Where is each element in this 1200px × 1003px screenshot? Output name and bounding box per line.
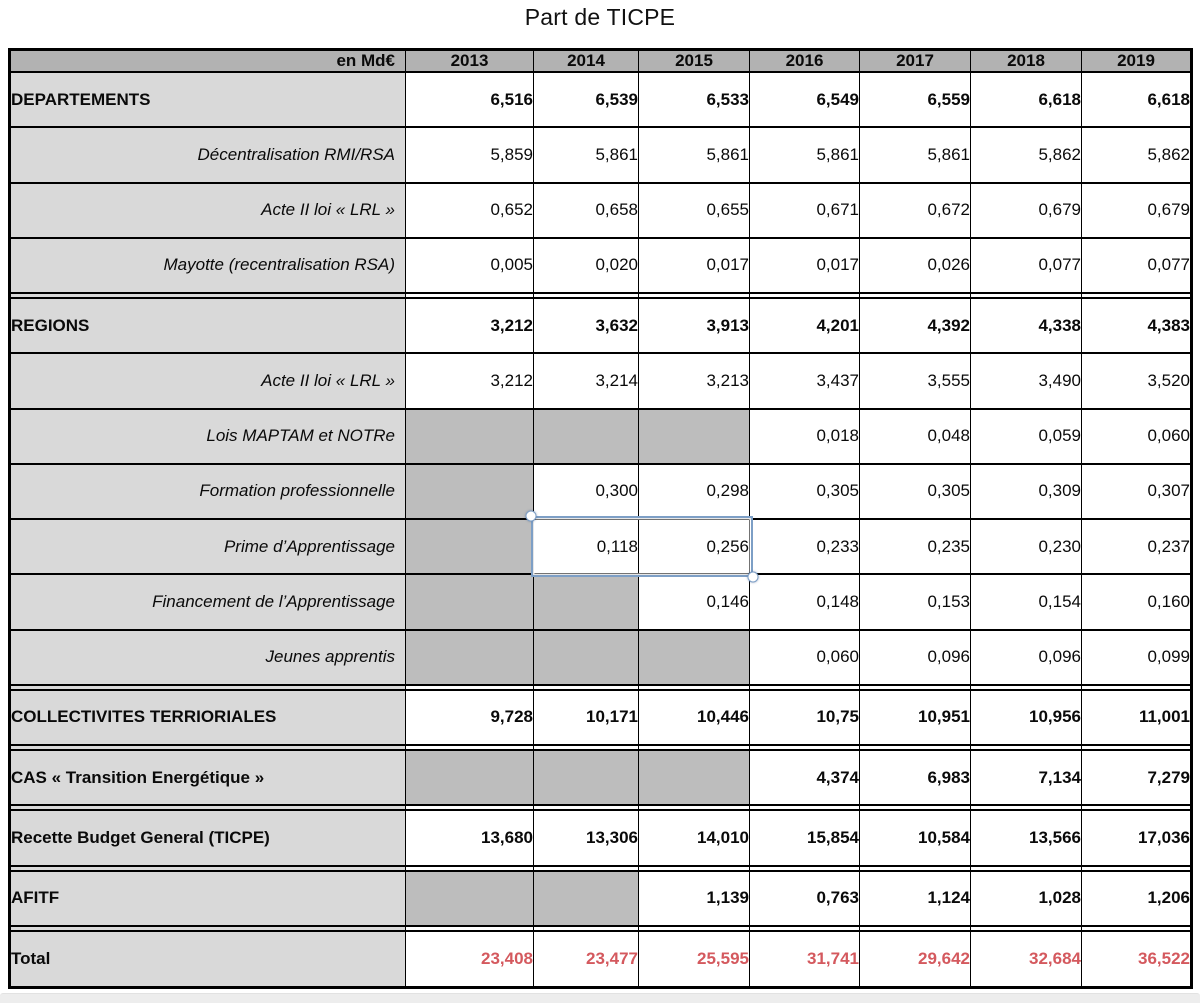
value-cell[interactable]: 32,684 <box>971 931 1082 988</box>
value-cell[interactable]: 0,300 <box>534 464 639 519</box>
value-cell[interactable]: 0,154 <box>971 574 1082 629</box>
unit-header-cell[interactable]: en Md€ <box>10 50 406 73</box>
disabled-cell[interactable] <box>534 630 639 685</box>
disabled-cell[interactable] <box>534 409 639 464</box>
row-label-cell[interactable]: Financement de l’Apprentissage <box>10 574 406 629</box>
table-row <box>10 238 1192 293</box>
year-header-cell[interactable]: 2016 <box>750 50 860 73</box>
year-header-cell[interactable]: 2013 <box>406 50 534 73</box>
value-cell[interactable]: 0,017 <box>750 238 860 293</box>
value-cell[interactable]: 3,490 <box>971 353 1082 408</box>
row-label-cell[interactable]: Acte II loi « LRL » <box>10 183 406 238</box>
value-cell[interactable]: 6,516 <box>406 72 534 127</box>
value-cell[interactable]: 0,060 <box>1082 409 1192 464</box>
value-cell[interactable]: 10,584 <box>860 810 971 865</box>
value-cell[interactable]: 0,020 <box>534 238 639 293</box>
value-cell[interactable]: 3,214 <box>534 353 639 408</box>
disabled-cell[interactable] <box>406 574 534 629</box>
value-cell[interactable]: 5,861 <box>860 127 971 182</box>
value-cell[interactable]: 1,028 <box>971 871 1082 926</box>
table-row <box>10 630 1192 685</box>
row-label-cell[interactable]: Acte II loi « LRL » <box>10 353 406 408</box>
value-cell[interactable]: 0,096 <box>971 630 1082 685</box>
value-cell[interactable]: 0,017 <box>639 238 750 293</box>
value-cell[interactable]: 1,139 <box>639 871 750 926</box>
value-cell[interactable]: 0,298 <box>639 464 750 519</box>
value-cell[interactable]: 13,566 <box>971 810 1082 865</box>
table-container <box>8 48 1193 989</box>
table-row <box>10 810 1192 865</box>
table-row <box>10 183 1192 238</box>
value-cell[interactable]: 1,206 <box>1082 871 1192 926</box>
value-cell[interactable]: 0,256 <box>639 519 750 574</box>
value-cell[interactable]: 13,306 <box>534 810 639 865</box>
row-label-cell[interactable]: Recette Budget General (TICPE) <box>10 810 406 865</box>
value-cell[interactable]: 31,741 <box>750 931 860 988</box>
value-cell[interactable]: 0,305 <box>750 464 860 519</box>
row-label-cell[interactable]: AFITF <box>10 871 406 926</box>
value-cell[interactable]: 0,077 <box>1082 238 1192 293</box>
row-label-cell[interactable]: Mayotte (recentralisation RSA) <box>10 238 406 293</box>
row-label-cell[interactable]: CAS « Transition Energétique » <box>10 750 406 805</box>
value-cell[interactable]: 0,099 <box>1082 630 1192 685</box>
value-cell[interactable]: 1,124 <box>860 871 971 926</box>
year-header-cell[interactable]: 2015 <box>639 50 750 73</box>
table-row <box>10 127 1192 182</box>
value-cell[interactable]: 0,077 <box>971 238 1082 293</box>
value-cell[interactable]: 4,392 <box>860 298 971 353</box>
year-header-cell[interactable]: 2014 <box>534 50 639 73</box>
value-cell[interactable]: 3,913 <box>639 298 750 353</box>
value-cell[interactable]: 3,212 <box>406 353 534 408</box>
header-row <box>10 50 1192 73</box>
value-cell[interactable]: 7,279 <box>1082 750 1192 805</box>
value-cell[interactable]: 0,153 <box>860 574 971 629</box>
value-cell[interactable]: 0,146 <box>639 574 750 629</box>
table-row <box>10 690 1192 745</box>
value-cell[interactable]: 6,549 <box>750 72 860 127</box>
table-row <box>10 750 1192 805</box>
disabled-cell[interactable] <box>534 871 639 926</box>
value-cell[interactable]: 0,018 <box>750 409 860 464</box>
table-row <box>10 464 1192 519</box>
value-cell[interactable]: 14,010 <box>639 810 750 865</box>
value-cell[interactable]: 0,671 <box>750 183 860 238</box>
row-label-cell[interactable]: REGIONS <box>10 298 406 353</box>
value-cell[interactable]: 4,383 <box>1082 298 1192 353</box>
table-row <box>10 353 1192 408</box>
table-row <box>10 931 1192 988</box>
value-cell[interactable]: 25,595 <box>639 931 750 988</box>
value-cell[interactable]: 4,338 <box>971 298 1082 353</box>
year-header-cell[interactable]: 2017 <box>860 50 971 73</box>
table-row <box>10 574 1192 629</box>
value-cell[interactable]: 0,237 <box>1082 519 1192 574</box>
value-cell[interactable]: 0,655 <box>639 183 750 238</box>
row-label-cell[interactable]: Jeunes apprentis <box>10 630 406 685</box>
disabled-cell[interactable] <box>406 464 534 519</box>
value-cell[interactable]: 5,861 <box>639 127 750 182</box>
disabled-cell[interactable] <box>406 519 534 574</box>
disabled-cell[interactable] <box>639 409 750 464</box>
value-cell[interactable]: 36,522 <box>1082 931 1192 988</box>
value-cell[interactable]: 0,305 <box>860 464 971 519</box>
value-cell[interactable]: 4,374 <box>750 750 860 805</box>
value-cell[interactable]: 5,862 <box>971 127 1082 182</box>
value-cell[interactable]: 0,059 <box>971 409 1082 464</box>
value-cell[interactable]: 3,632 <box>534 298 639 353</box>
value-cell[interactable]: 23,408 <box>406 931 534 988</box>
value-cell[interactable]: 0,763 <box>750 871 860 926</box>
row-label-cell[interactable]: Décentralisation RMI/RSA <box>10 127 406 182</box>
value-cell[interactable]: 15,854 <box>750 810 860 865</box>
value-cell[interactable]: 0,235 <box>860 519 971 574</box>
row-label-cell[interactable]: Lois MAPTAM et NOTRe <box>10 409 406 464</box>
value-cell[interactable]: 6,618 <box>1082 72 1192 127</box>
value-cell[interactable]: 0,096 <box>860 630 971 685</box>
value-cell[interactable]: 3,555 <box>860 353 971 408</box>
disabled-cell[interactable] <box>639 630 750 685</box>
value-cell[interactable]: 3,213 <box>639 353 750 408</box>
table-row <box>10 409 1192 464</box>
value-cell[interactable]: 5,859 <box>406 127 534 182</box>
value-cell[interactable]: 10,446 <box>639 690 750 745</box>
year-header-cell[interactable]: 2018 <box>971 50 1082 73</box>
disabled-cell[interactable] <box>534 750 639 805</box>
value-cell[interactable]: 6,533 <box>639 72 750 127</box>
value-cell[interactable]: 6,983 <box>860 750 971 805</box>
value-cell[interactable]: 9,728 <box>406 690 534 745</box>
value-cell[interactable]: 3,437 <box>750 353 860 408</box>
row-label-cell[interactable]: Prime d’Apprentissage <box>10 519 406 574</box>
value-cell[interactable]: 10,951 <box>860 690 971 745</box>
value-cell[interactable]: 3,520 <box>1082 353 1192 408</box>
value-cell[interactable]: 13,680 <box>406 810 534 865</box>
value-cell[interactable]: 7,134 <box>971 750 1082 805</box>
table-row <box>10 519 1192 574</box>
year-header-cell[interactable]: 2019 <box>1082 50 1192 73</box>
value-cell[interactable]: 0,060 <box>750 630 860 685</box>
value-cell[interactable]: 6,539 <box>534 72 639 127</box>
value-cell[interactable]: 11,001 <box>1082 690 1192 745</box>
disabled-cell[interactable] <box>406 750 534 805</box>
row-label-cell[interactable]: Total <box>10 931 406 988</box>
value-cell[interactable]: 4,201 <box>750 298 860 353</box>
value-cell[interactable]: 23,477 <box>534 931 639 988</box>
value-cell[interactable]: 10,171 <box>534 690 639 745</box>
value-cell[interactable]: 10,956 <box>971 690 1082 745</box>
table-row <box>10 72 1192 127</box>
disabled-cell[interactable] <box>406 409 534 464</box>
value-cell[interactable]: 0,118 <box>534 519 639 574</box>
ticpe-table <box>8 48 1193 989</box>
row-label-cell[interactable]: DEPARTEMENTS <box>10 72 406 127</box>
window-bottom-edge <box>0 993 1200 1003</box>
value-cell[interactable]: 29,642 <box>860 931 971 988</box>
value-cell[interactable]: 5,862 <box>1082 127 1192 182</box>
value-cell[interactable]: 10,75 <box>750 690 860 745</box>
row-label-cell[interactable]: COLLECTIVITES TERRIORIALES <box>10 690 406 745</box>
value-cell[interactable]: 0,309 <box>971 464 1082 519</box>
disabled-cell[interactable] <box>534 574 639 629</box>
disabled-cell[interactable] <box>406 630 534 685</box>
value-cell[interactable]: 0,658 <box>534 183 639 238</box>
value-cell[interactable]: 0,026 <box>860 238 971 293</box>
value-cell[interactable]: 0,233 <box>750 519 860 574</box>
value-cell[interactable]: 5,861 <box>750 127 860 182</box>
value-cell[interactable]: 0,672 <box>860 183 971 238</box>
page-title: Part de TICPE <box>524 4 676 30</box>
value-cell[interactable]: 5,861 <box>534 127 639 182</box>
value-cell[interactable]: 0,148 <box>750 574 860 629</box>
value-cell[interactable]: 6,559 <box>860 72 971 127</box>
value-cell[interactable]: 6,618 <box>971 72 1082 127</box>
value-cell[interactable]: 0,048 <box>860 409 971 464</box>
value-cell[interactable]: 0,307 <box>1082 464 1192 519</box>
value-cell[interactable]: 17,036 <box>1082 810 1192 865</box>
value-cell[interactable]: 0,679 <box>971 183 1082 238</box>
table-row <box>10 871 1192 926</box>
value-cell[interactable]: 3,212 <box>406 298 534 353</box>
disabled-cell[interactable] <box>639 750 750 805</box>
table-header <box>10 50 1192 73</box>
value-cell[interactable]: 0,652 <box>406 183 534 238</box>
value-cell[interactable]: 0,160 <box>1082 574 1192 629</box>
table-row <box>10 298 1192 353</box>
table-body <box>10 72 1192 988</box>
value-cell[interactable]: 0,230 <box>971 519 1082 574</box>
value-cell[interactable]: 0,679 <box>1082 183 1192 238</box>
value-cell[interactable]: 0,005 <box>406 238 534 293</box>
row-label-cell[interactable]: Formation professionnelle <box>10 464 406 519</box>
disabled-cell[interactable] <box>406 871 534 926</box>
